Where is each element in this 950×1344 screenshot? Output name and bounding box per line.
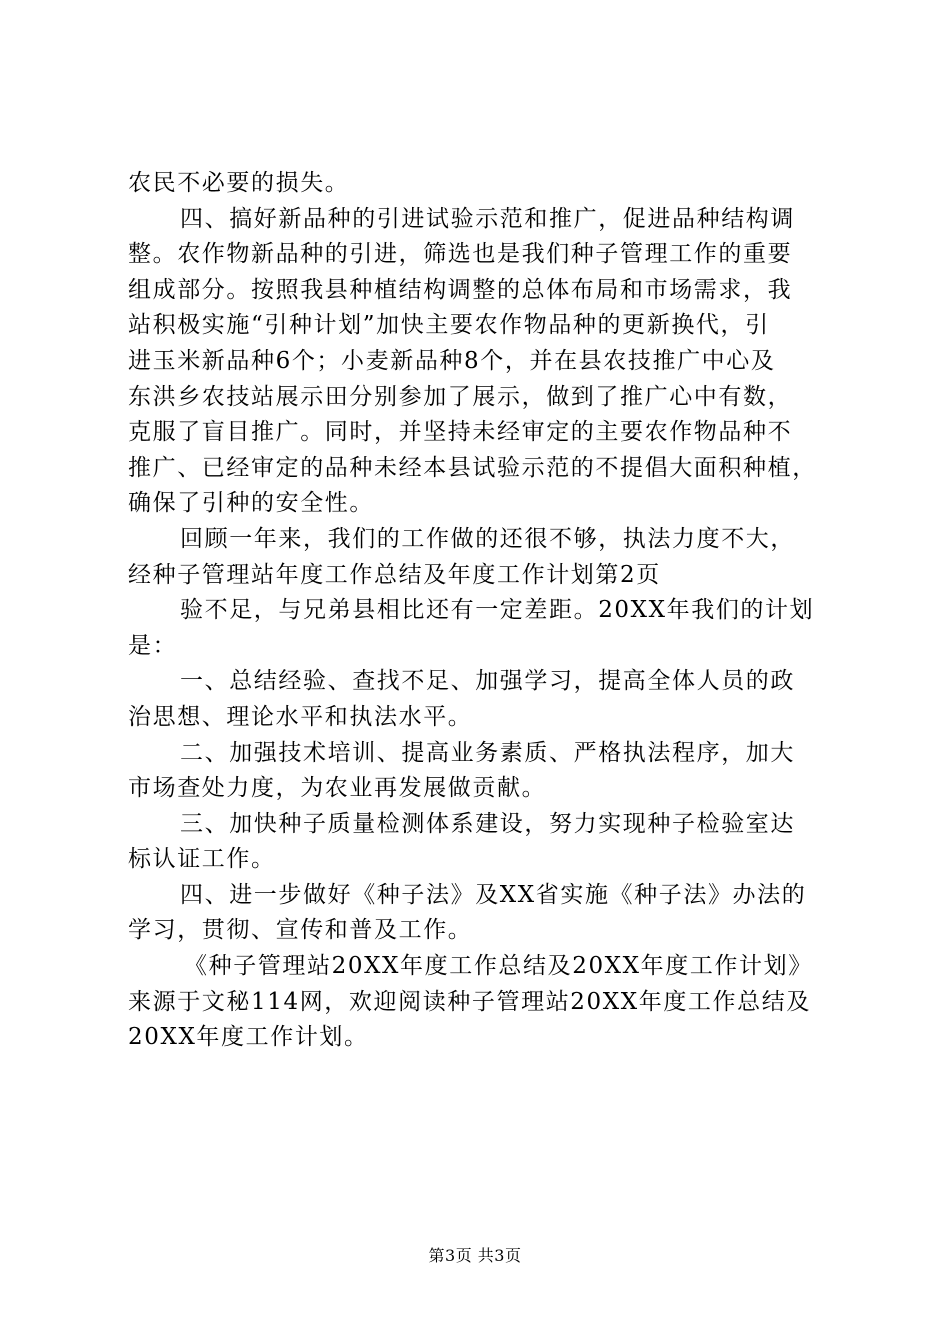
page-number-footer: 第3页 共3页 [428, 1246, 522, 1265]
text-line: 经种子管理站年度工作总结及年度工作计划第2页 [128, 561, 661, 588]
text-line: 组成部分。按照我县种植结构调整的总体布局和市场需求，我 [128, 276, 793, 303]
text-line: 回顾一年来，我们的工作做的还很不够，执法力度不大， [180, 525, 795, 552]
text-line: 学习，贯彻、宣传和普及工作。 [128, 917, 473, 944]
text-line: 农民不必要的损失。 [128, 170, 350, 196]
text-line: 一、总结经验、查找不足、加强学习，提高全体人员的政 [180, 668, 795, 695]
text-line: 《种子管理站20XX年度工作总结及20XX年度工作计划》 [184, 953, 813, 980]
text-line: 治思想、理论水平和执法水平。 [128, 703, 473, 730]
text-line: 20XX年度工作计划。 [128, 1024, 369, 1051]
text-line: 来源于文秘114网，欢迎阅读种子管理站20XX年度工作总结及 [128, 988, 811, 1015]
text-line: 克服了盲目推广。同时，并坚持未经审定的主要农作物品种不 [128, 419, 793, 446]
text-line: 二、加强技术培训、提高业务素质、严格执法程序，加大 [180, 739, 795, 766]
document-body [128, 166, 840, 1056]
text-line: 进玉米新品种6个；小麦新品种8个，并在县农技推广中心及 [128, 347, 776, 374]
text-line: 推广、已经审定的品种未经本县试验示范的不提倡大面积种植， [128, 454, 817, 481]
text-line: 市场查处力度，为农业再发展做贡献。 [128, 775, 547, 802]
text-line: 验不足，与兄弟县相比还有一定差距。20XX年我们的计划 [180, 597, 815, 624]
text-line: 是： [128, 632, 178, 659]
text-line: 站积极实施“引种计划”加快主要农作物品种的更新换代，引 [128, 312, 770, 339]
text-line: 四、进一步做好《种子法》及XX省实施《种子法》办法的 [180, 881, 807, 908]
text-line: 标认证工作。 [128, 846, 276, 873]
text-line: 三、加快种子质量检测体系建设，努力实现种子检验室达 [180, 810, 795, 837]
text-line: 东洪乡农技站展示田分别参加了展示，做到了推广心中有数， [128, 383, 793, 410]
text-line: 整。农作物新品种的引进，筛选也是我们种子管理工作的重要 [128, 241, 793, 268]
text-line: 确保了引种的安全性。 [128, 490, 374, 517]
text-line: 四、搞好新品种的引进试验示范和推广，促进品种结构调 [180, 205, 795, 232]
